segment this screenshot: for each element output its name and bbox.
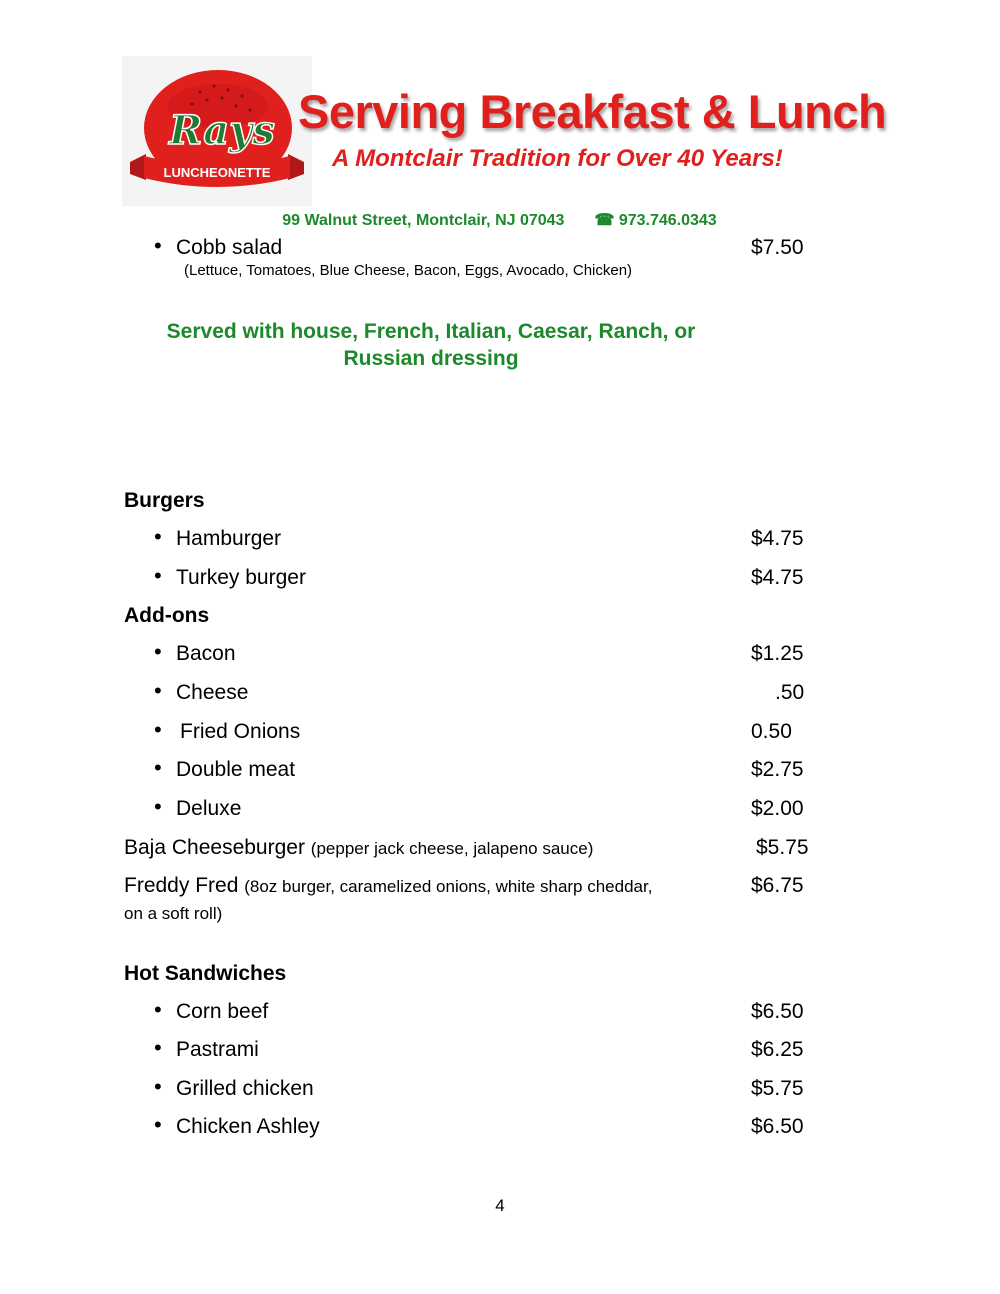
item-price: $2.00: [751, 797, 804, 820]
bullet-icon: •: [154, 997, 162, 1022]
item-name: Cheese: [176, 681, 249, 704]
menu-item-cobb-salad: [124, 233, 824, 264]
phone-number: ☎ 973.746.0343: [594, 212, 717, 229]
menu-item: [124, 1074, 824, 1105]
page-number: 4: [495, 1196, 505, 1215]
item-description: on a soft roll): [124, 904, 223, 923]
bullet-icon: •: [154, 563, 162, 588]
item-price: .50: [775, 681, 805, 704]
bullet-icon: •: [154, 755, 162, 780]
menu-item: [124, 997, 824, 1028]
item-price: $5.75: [751, 1077, 804, 1100]
bullet-icon: •: [154, 678, 162, 703]
header-banner: [122, 56, 887, 206]
item-description: (Lettuce, Tomatoes, Blue Cheese, Bacon, Eggs, Avocado, Chicken): [184, 262, 633, 279]
menu-item: [124, 1035, 824, 1066]
menu-item: [124, 794, 824, 825]
item-name: Double meat: [176, 758, 296, 781]
rays-luncheonette-logo: [122, 56, 312, 206]
item-price: $2.75: [751, 758, 804, 781]
item-price: $5.75: [756, 836, 809, 859]
bullet-icon: •: [154, 794, 162, 819]
bullet-icon: •: [154, 1035, 162, 1060]
item-description-continued: [124, 901, 844, 925]
item-name: Pastrami: [176, 1038, 259, 1061]
bullet-icon: •: [154, 639, 162, 664]
bullet-icon: •: [154, 1074, 162, 1099]
item-name: Corn beef: [176, 1000, 269, 1023]
item-price: $6.50: [751, 1115, 804, 1138]
item-name: Freddy Fred: [124, 874, 239, 897]
item-name: Bacon: [176, 642, 236, 665]
item-name: Cobb salad: [176, 236, 283, 259]
menu-item-baja-cheeseburger: [124, 836, 844, 860]
section-title-burgers: Burgers: [124, 489, 205, 512]
item-name: Hamburger: [176, 527, 282, 550]
item-price: $4.75: [751, 566, 804, 589]
logo-ribbon-text: LUNCHEONETTE: [163, 165, 271, 180]
bullet-icon: •: [154, 233, 162, 258]
item-name: Deluxe: [176, 797, 242, 820]
item-name: Fried Onions: [180, 720, 301, 743]
menu-item: [124, 639, 824, 670]
section-title-addons: Add-ons: [124, 604, 210, 627]
item-price: $4.75: [751, 527, 804, 550]
menu-item: [124, 717, 824, 748]
menu-item: [124, 755, 824, 786]
item-description: (pepper jack cheese, jalapeno sauce): [310, 839, 594, 858]
item-price: $1.25: [751, 642, 804, 665]
item-price: 0.50: [751, 720, 792, 743]
item-price: $6.50: [751, 1000, 804, 1023]
menu-item: [124, 678, 824, 709]
dressing-note: Served with house, French, Italian, Caesar, Ranch, or Russian dressing: [166, 320, 696, 370]
menu-item-freddy-fred: [124, 874, 844, 898]
item-name: Turkey burger: [176, 566, 306, 589]
item-description: (8oz burger, caramelized onions, white sharp cheddar,: [244, 877, 653, 896]
menu-item: [124, 563, 824, 594]
menu-item: [124, 524, 824, 555]
headline: Serving Breakfast & Lunch: [298, 85, 887, 138]
logo-script-text: Rays: [169, 107, 275, 154]
menu-item: [124, 1112, 824, 1143]
bullet-icon: •: [154, 1112, 162, 1137]
bullet-icon: •: [154, 524, 162, 549]
item-name: Chicken Ashley: [176, 1115, 320, 1138]
item-price: $7.50: [751, 236, 804, 259]
item-name: Grilled chicken: [176, 1077, 314, 1100]
item-price: $6.25: [751, 1038, 804, 1061]
item-price: $6.75: [751, 874, 804, 897]
address: 99 Walnut Street, Montclair, NJ 07043: [282, 212, 565, 229]
bullet-icon: •: [154, 717, 162, 742]
tagline: A Montclair Tradition for Over 40 Years!: [332, 145, 783, 172]
contact-line: [122, 210, 877, 230]
section-title-hot-sandwiches: Hot Sandwiches: [124, 962, 287, 985]
item-name: Baja Cheeseburger: [124, 836, 305, 859]
